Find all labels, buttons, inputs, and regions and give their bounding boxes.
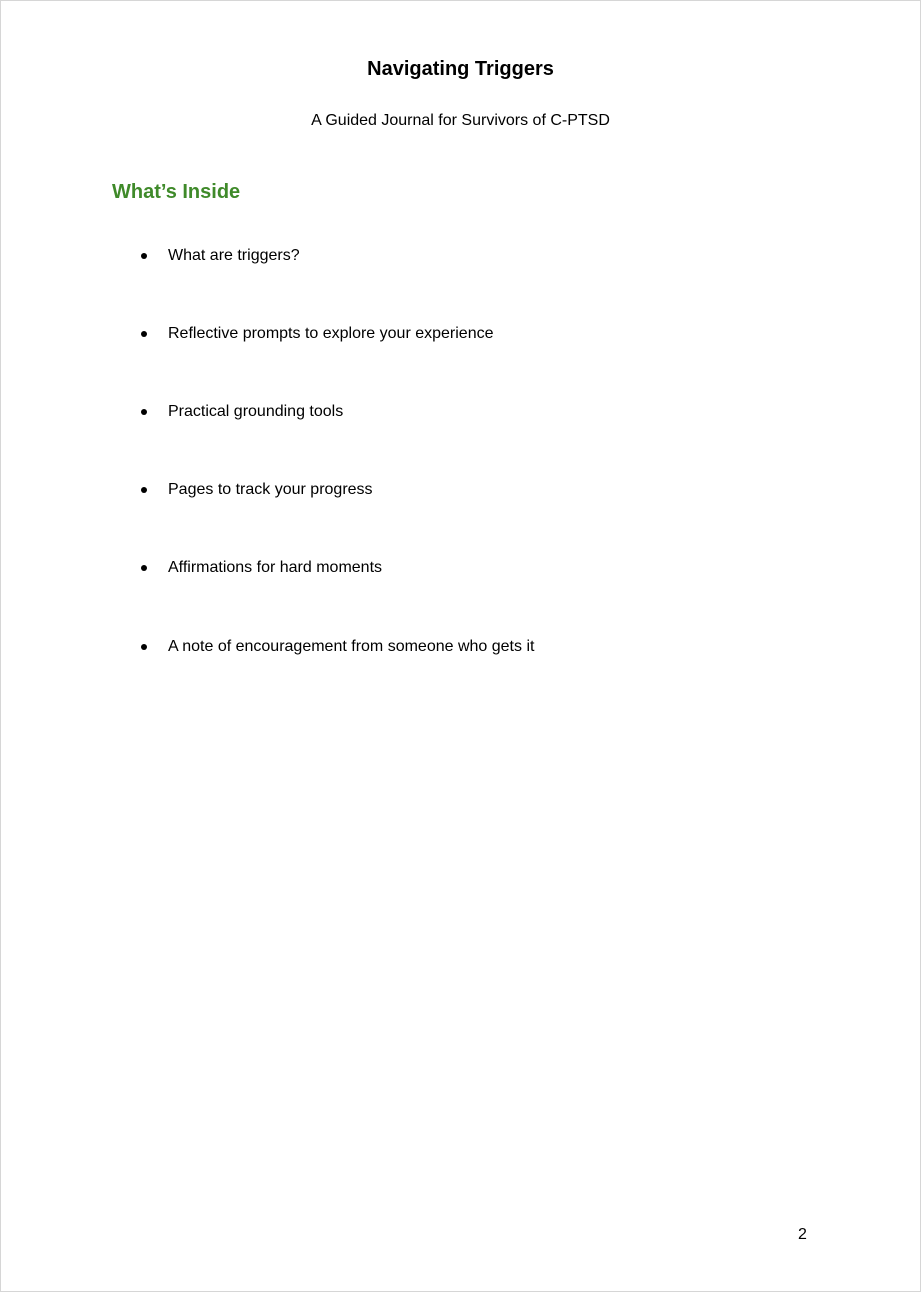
bullet-icon — [141, 253, 147, 259]
bullet-icon — [141, 409, 147, 415]
list-item-text: Affirmations for hard moments — [168, 559, 383, 576]
list-item-text: Reflective prompts to explore your experience — [168, 325, 494, 342]
bullet-icon — [141, 331, 147, 337]
document-subtitle: A Guided Journal for Survivors of C-PTSD — [311, 112, 610, 129]
page-number: 2 — [798, 1226, 807, 1243]
bullet-icon — [141, 565, 147, 571]
bullet-icon — [141, 487, 147, 493]
list-item-text: A note of encouragement from someone who gets it — [168, 638, 535, 655]
section-heading-whats-inside: What’s Inside — [112, 181, 241, 203]
list-item-text: Pages to track your progress — [168, 481, 373, 498]
list-item-text: Practical grounding tools — [168, 403, 344, 420]
document-title: Navigating Triggers — [367, 58, 554, 80]
list-item-text: What are triggers? — [168, 247, 300, 264]
bullet-icon — [141, 644, 147, 650]
